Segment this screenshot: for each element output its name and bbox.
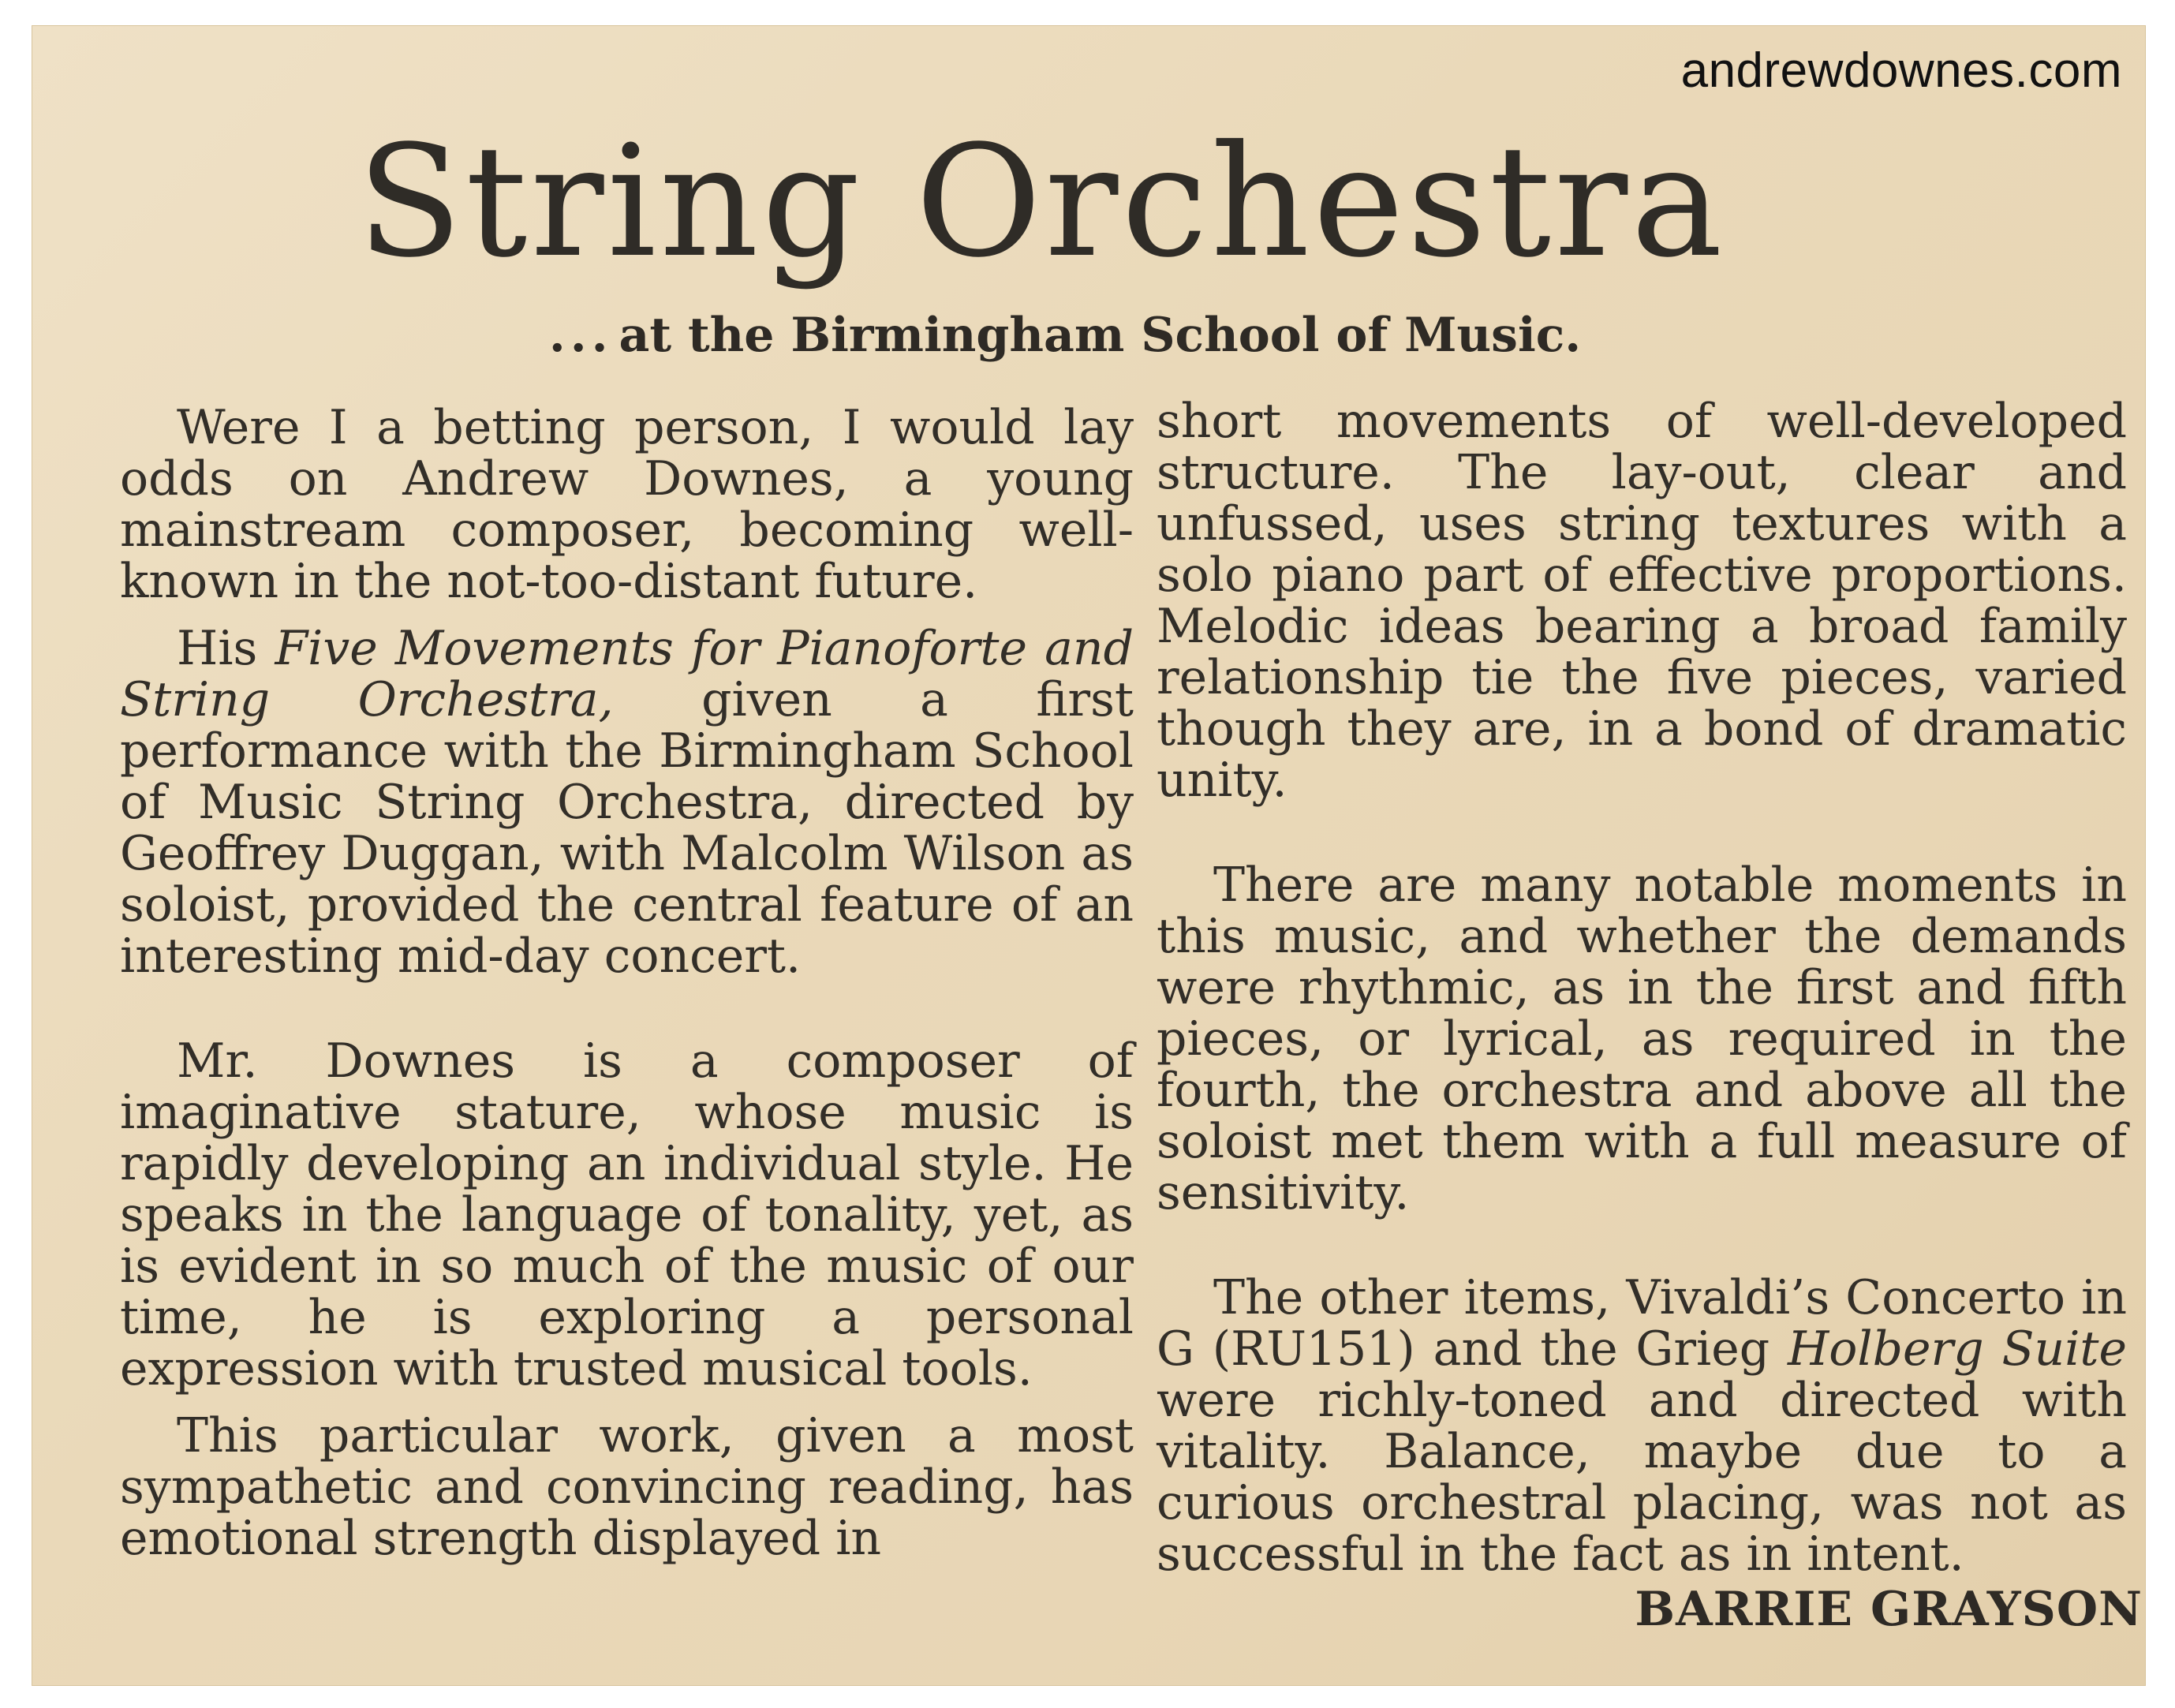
paragraph-notable-moments: There are many notable moments in this music, and whether the demands were rhythmic, as in the first and fifth pieces, or lyrical, as required in the fourth, the orchestra and above all the soloist met them with a full measure of sensitivity.: [1157, 858, 2127, 1220]
paragraph-text: The other items, Vivaldi’s Concerto in G (RU151) and the Grieg: [1157, 1270, 2127, 1377]
site-watermark[interactable]: andrewdownes.com: [1680, 43, 2122, 98]
newspaper-clipping: [32, 25, 2146, 1686]
article-byline: BARRIE GRAYSON: [1635, 1582, 2143, 1637]
subhead-dots: ...: [548, 308, 613, 363]
article-column-right: [1157, 396, 2127, 1596]
subhead-text: at the Birmingham School of Music.: [618, 308, 1582, 363]
paragraph-text: were richly-toned and directed with vitality. Balance, maybe due to a curious orchestral placing, was not as successful in the fact as in intent.: [1157, 1373, 2127, 1582]
paragraph-particular-work: This particular work, given a most sympathetic and convincing reading, has emotional strength displayed in: [120, 1408, 1134, 1566]
article-headline: String Orchestra: [357, 112, 1726, 291]
paragraph-composer: Mr. Downes is a composer of imaginative stature, whose music is rapidly developing an individual style. He speaks in the language of tonality, yet, as is evident in so much of the music of our time, he is exploring a personal expression with trusted musical tools.: [120, 1033, 1134, 1396]
paragraph-text: His: [177, 621, 275, 676]
paragraph-other-items: [1157, 1270, 2127, 1582]
work-title: Five Movements for Pianoforte and String Orchestra,: [120, 621, 1134, 727]
paragraph-betting: Were I a betting person, I would lay odds on Andrew Downes, a young mainstream composer, becoming well-known in the not-too-distant future.: [120, 400, 1134, 609]
paragraph-five-movements: [120, 623, 1134, 982]
paragraph-text: given a first performance with the Birmingham School of Music String Orchestra, directed by Geoffrey Duggan, with Malcolm Wilson as soloist, provided the central feature of an interesting mid-day concert.: [120, 672, 1134, 984]
work-title: Holberg Suite: [1787, 1321, 2127, 1377]
article-column-left: [120, 402, 1134, 1580]
article-subhead: [32, 308, 2122, 363]
paragraph-structure: short movements of well-developed structure. The lay-out, clear and unfussed, uses string textures with a solo piano part of effective proportions. Melodic ideas bearing a broad family relationship tie the five pieces, varied though they are, in a bond of dramatic unity.: [1157, 394, 2127, 808]
